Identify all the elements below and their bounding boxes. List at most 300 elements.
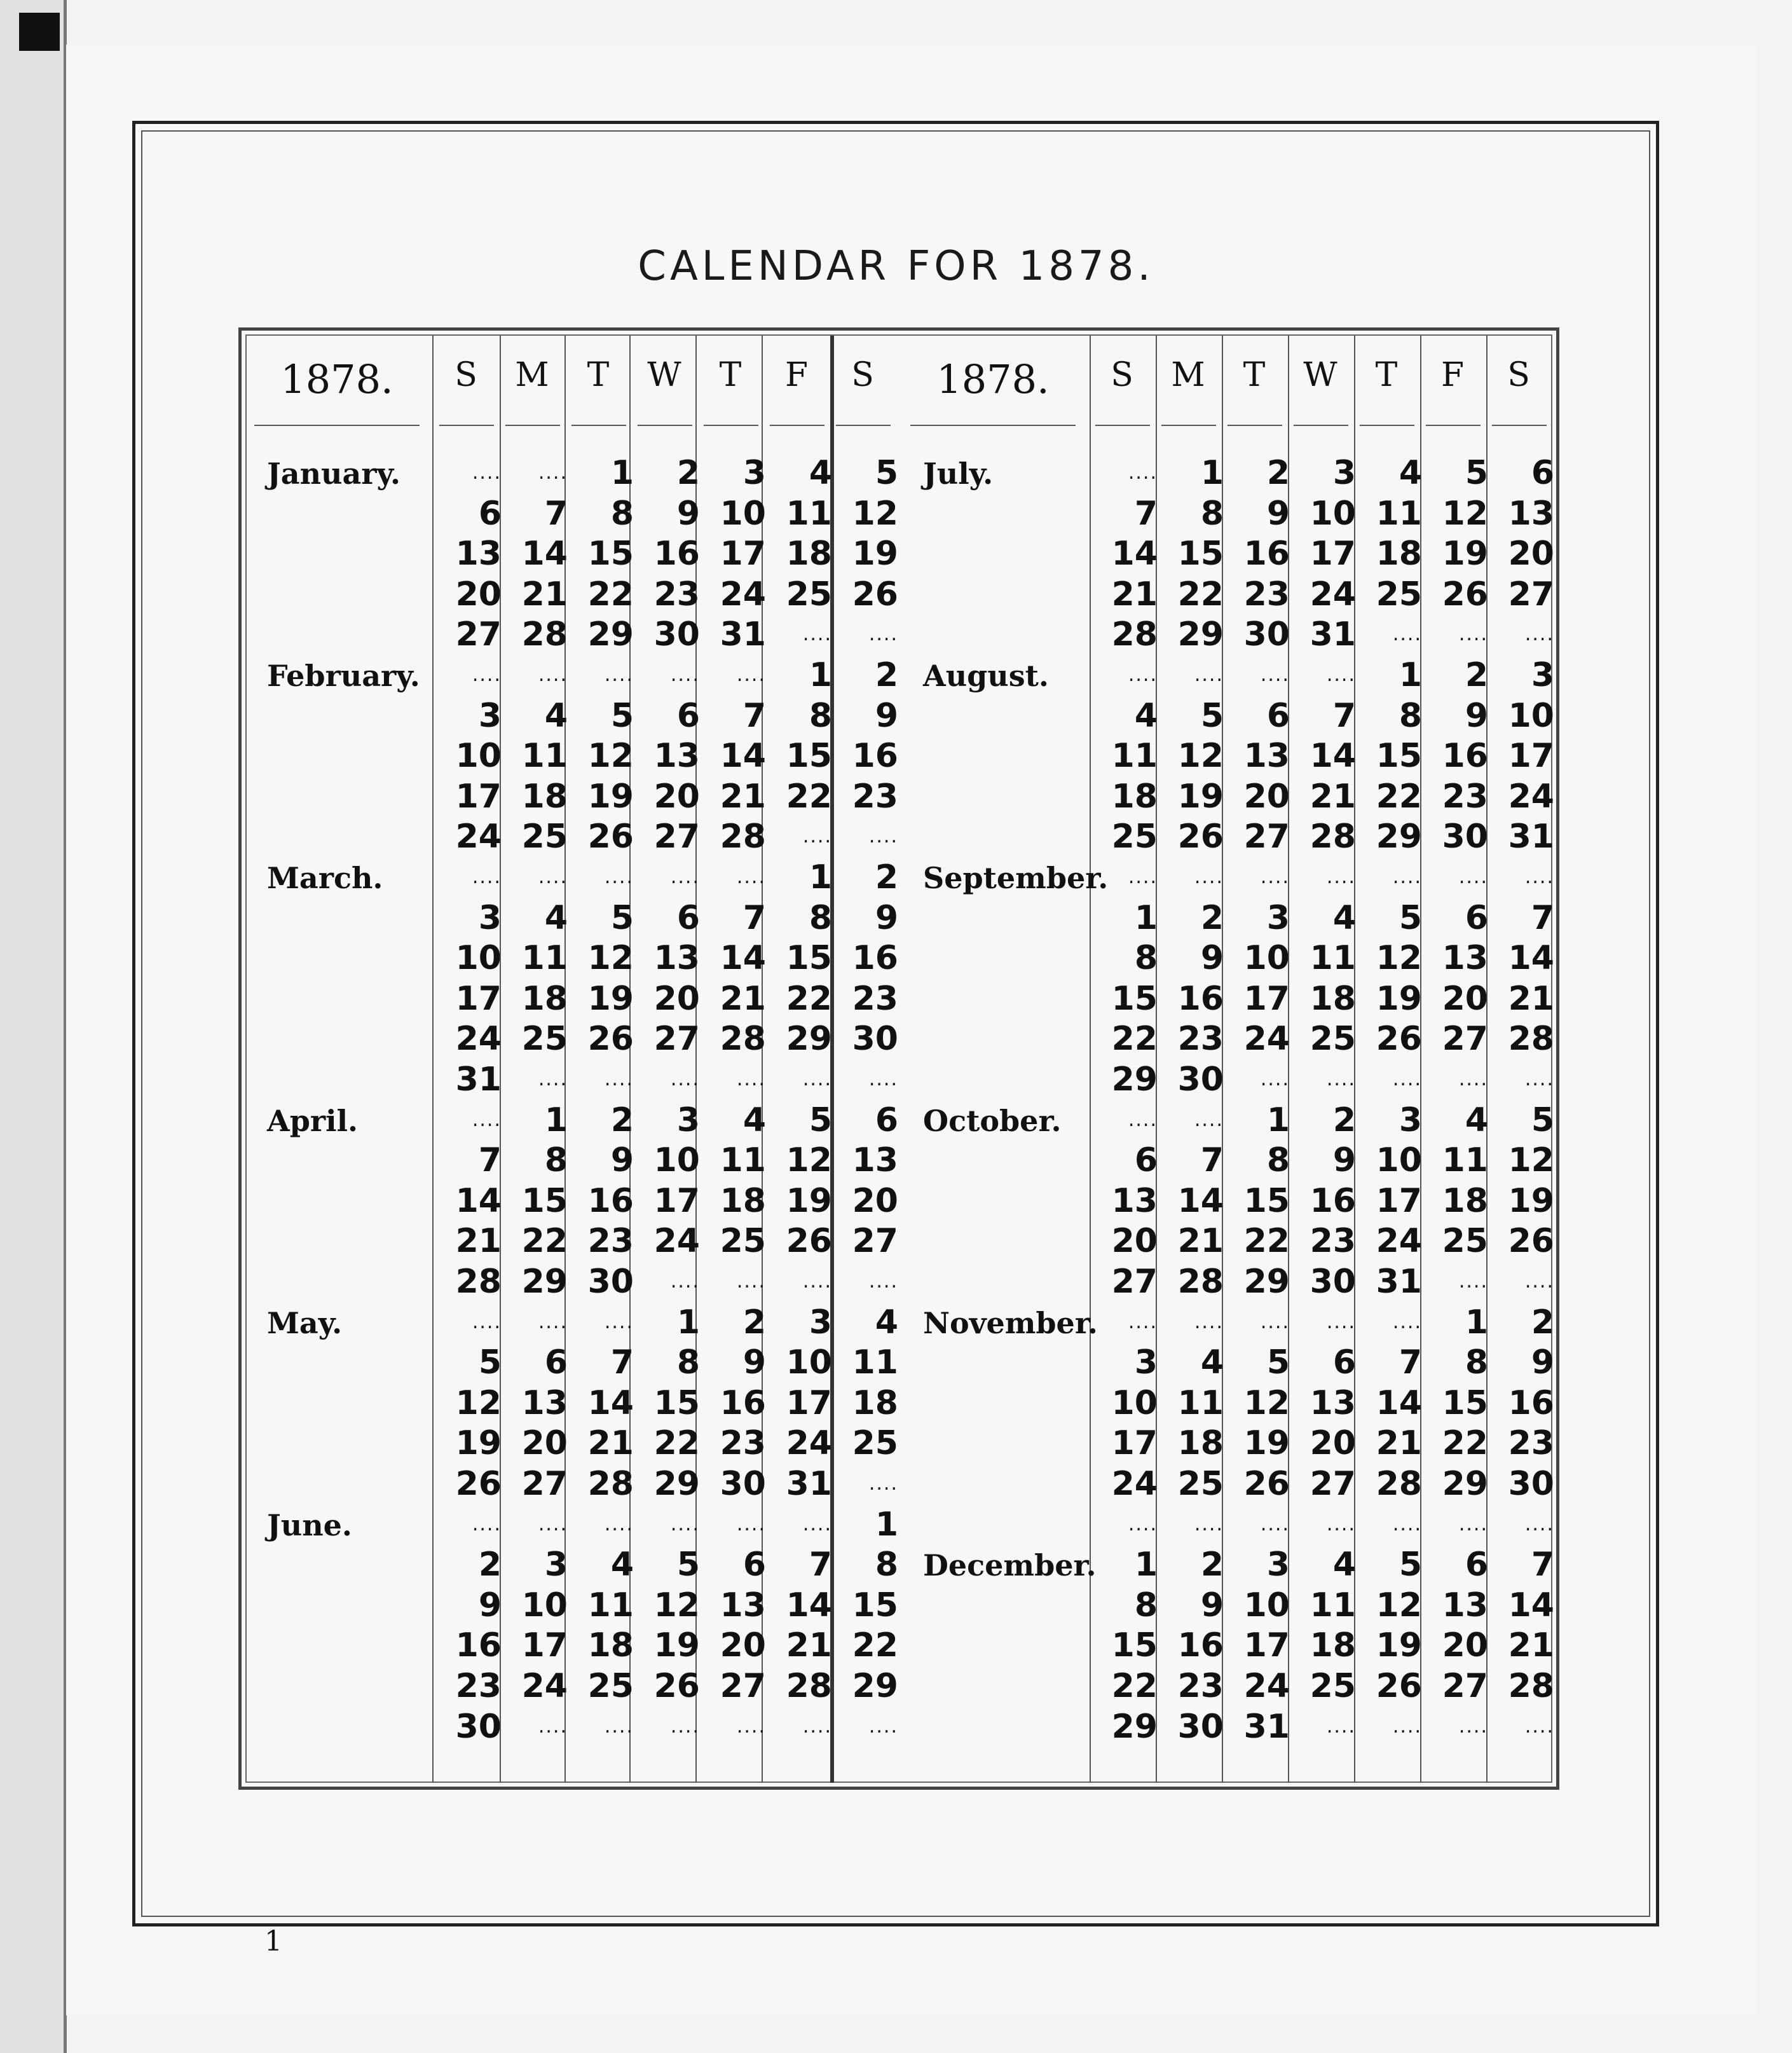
day-cell: 9 — [1531, 1343, 1554, 1382]
day-cell: 21 — [587, 1424, 634, 1463]
day-cell: 12 — [1508, 1141, 1554, 1180]
day-cell: 9 — [875, 898, 898, 937]
header-rule — [704, 425, 758, 426]
day-cell: 10 — [521, 1586, 568, 1624]
day-cell: 9 — [478, 1586, 502, 1624]
empty-day: .... — [868, 1473, 898, 1495]
empty-day: .... — [604, 866, 634, 888]
day-cell: 18 — [1177, 1424, 1224, 1463]
day-cell: 17 — [1310, 535, 1356, 573]
day-cell: 23 — [1442, 777, 1488, 816]
day-cell: 3 — [1266, 898, 1290, 937]
day-cell: 6 — [1531, 454, 1554, 492]
day-cell: 22 — [1177, 575, 1224, 614]
day-cell: 5 — [809, 1101, 832, 1139]
day-cell: 6 — [1332, 1343, 1356, 1382]
empty-day: .... — [736, 1270, 766, 1293]
day-cell: 18 — [587, 1626, 634, 1665]
day-cell: 2 — [875, 858, 898, 896]
day-cell: 19 — [587, 979, 634, 1018]
empty-day: .... — [1260, 1310, 1290, 1333]
day-cell: 23 — [653, 575, 700, 614]
day-cell: 23 — [720, 1424, 766, 1463]
day-cell: 8 — [1134, 939, 1158, 978]
day-cell: 13 — [1111, 1181, 1158, 1220]
day-cell: 4 — [742, 1101, 766, 1139]
month-label: June. — [267, 1507, 352, 1542]
empty-day: .... — [1194, 664, 1224, 686]
day-cell: 2 — [1531, 1303, 1554, 1342]
day-cell: 6 — [1134, 1141, 1158, 1180]
day-cell: 16 — [1442, 737, 1488, 776]
day-cell: 28 — [455, 1263, 502, 1301]
empty-day: .... — [868, 1715, 898, 1738]
day-cell: 12 — [1376, 939, 1422, 978]
day-cell: 8 — [809, 696, 832, 735]
day-cell: 8 — [1134, 1586, 1158, 1624]
header-rule — [770, 425, 824, 426]
day-cell: 22 — [1111, 1667, 1158, 1705]
day-cell: 4 — [1332, 1546, 1356, 1584]
day-cell: 27 — [1111, 1263, 1158, 1301]
day-cell: 26 — [1508, 1222, 1554, 1261]
day-cell: 3 — [1266, 1546, 1290, 1584]
day-cell: 6 — [544, 1343, 568, 1382]
day-cell: 13 — [653, 737, 700, 776]
day-cell: 3 — [544, 1546, 568, 1584]
day-cell: 12 — [786, 1141, 832, 1180]
day-cell: 20 — [653, 979, 700, 1018]
day-cell: 18 — [1376, 535, 1422, 573]
day-cell: 3 — [478, 898, 502, 937]
day-cell: 27 — [852, 1222, 898, 1261]
day-cell: 12 — [1243, 1384, 1290, 1422]
day-cell: 30 — [720, 1465, 766, 1503]
day-cell: 14 — [587, 1384, 634, 1422]
day-cell: 19 — [1376, 979, 1422, 1018]
day-header: S — [455, 356, 477, 394]
day-cell: 11 — [1442, 1141, 1488, 1180]
day-cell: 28 — [1111, 615, 1158, 654]
day-cell: 31 — [720, 615, 766, 654]
day-cell: 19 — [1177, 777, 1224, 816]
day-cell: 26 — [786, 1222, 832, 1261]
day-cell: 20 — [1442, 1626, 1488, 1665]
day-cell: 11 — [786, 494, 832, 533]
empty-day: .... — [670, 1270, 700, 1293]
day-cell: 27 — [653, 1020, 700, 1059]
day-cell: 12 — [455, 1384, 502, 1422]
day-cell: 31 — [1508, 818, 1554, 856]
day-cell: 27 — [1442, 1020, 1488, 1059]
empty-day: .... — [472, 664, 502, 686]
day-cell: 20 — [455, 575, 502, 614]
day-cell: 28 — [1310, 818, 1356, 856]
empty-day: .... — [736, 866, 766, 888]
day-cell: 29 — [1111, 1707, 1158, 1746]
empty-day: .... — [1458, 866, 1488, 888]
day-cell: 25 — [852, 1424, 898, 1463]
day-cell: 20 — [720, 1626, 766, 1665]
day-cell: 8 — [1465, 1343, 1488, 1382]
empty-day: .... — [538, 1310, 568, 1333]
day-cell: 30 — [1310, 1263, 1356, 1301]
day-cell: 20 — [1243, 777, 1290, 816]
day-cell: 9 — [875, 696, 898, 735]
day-cell: 11 — [1111, 737, 1158, 776]
empty-day: .... — [1392, 1068, 1422, 1090]
day-cell: 23 — [852, 979, 898, 1018]
empty-day: .... — [1458, 1715, 1488, 1738]
day-cell: 19 — [455, 1424, 502, 1463]
day-cell: 7 — [1134, 494, 1158, 533]
day-cell: 9 — [1465, 696, 1488, 735]
day-cell: 3 — [1531, 656, 1554, 694]
day-cell: 6 — [742, 1546, 766, 1584]
day-cell: 14 — [455, 1181, 502, 1220]
day-cell: 24 — [653, 1222, 700, 1261]
day-cell: 17 — [1111, 1424, 1158, 1463]
day-cell: 19 — [1508, 1181, 1554, 1220]
day-cell: 17 — [720, 535, 766, 573]
day-cell: 17 — [786, 1384, 832, 1422]
day-cell: 26 — [1243, 1465, 1290, 1503]
day-cell: 15 — [587, 535, 634, 573]
day-cell: 17 — [455, 979, 502, 1018]
day-cell: 11 — [1177, 1384, 1224, 1422]
empty-day: .... — [1392, 866, 1422, 888]
day-cell: 4 — [1332, 898, 1356, 937]
day-cell: 19 — [1442, 535, 1488, 573]
day-cell: 1 — [610, 454, 634, 492]
empty-day: .... — [868, 825, 898, 848]
day-cell: 6 — [1465, 1546, 1488, 1584]
day-cell: 22 — [521, 1222, 568, 1261]
day-cell: 14 — [786, 1586, 832, 1624]
empty-day: .... — [604, 1715, 634, 1738]
day-cell: 24 — [1243, 1667, 1290, 1705]
day-cell: 23 — [1508, 1424, 1554, 1463]
day-cell: 12 — [587, 737, 634, 776]
day-cell: 23 — [587, 1222, 634, 1261]
day-cell: 1 — [1266, 1101, 1290, 1139]
day-cell: 1 — [1134, 898, 1158, 937]
day-cell: 25 — [1376, 575, 1422, 614]
day-cell: 15 — [653, 1384, 700, 1422]
month-label: December. — [923, 1548, 1097, 1583]
day-cell: 5 — [478, 1343, 502, 1382]
empty-day: .... — [1260, 664, 1290, 686]
day-cell: 31 — [455, 1061, 502, 1099]
day-cell: 13 — [455, 535, 502, 573]
day-cell: 28 — [1376, 1465, 1422, 1503]
day-cell: 4 — [1465, 1101, 1488, 1139]
empty-day: .... — [1524, 1513, 1554, 1535]
day-cell: 13 — [1508, 494, 1554, 533]
day-cell: 17 — [1376, 1181, 1422, 1220]
day-cell: 24 — [786, 1424, 832, 1463]
day-cell: 26 — [455, 1465, 502, 1503]
month-label: September. — [923, 861, 1109, 895]
day-cell: 25 — [720, 1222, 766, 1261]
empty-day: .... — [736, 1513, 766, 1535]
day-cell: 16 — [1508, 1384, 1554, 1422]
day-cell: 9 — [742, 1343, 766, 1382]
day-cell: 21 — [1111, 575, 1158, 614]
empty-day: .... — [802, 825, 832, 848]
day-cell: 8 — [610, 494, 634, 533]
day-cell: 5 — [610, 898, 634, 937]
day-cell: 25 — [1111, 818, 1158, 856]
header-rule — [836, 425, 891, 426]
empty-day: .... — [1458, 1068, 1488, 1090]
day-cell: 8 — [676, 1343, 700, 1382]
empty-day: .... — [1128, 1513, 1158, 1535]
day-cell: 15 — [1442, 1384, 1488, 1422]
day-cell: 15 — [521, 1181, 568, 1220]
empty-day: .... — [1392, 623, 1422, 646]
header-rule — [1426, 425, 1481, 426]
day-cell: 30 — [1177, 1707, 1224, 1746]
day-cell: 15 — [852, 1586, 898, 1624]
empty-day: .... — [604, 1513, 634, 1535]
day-cell: 30 — [1243, 615, 1290, 654]
day-cell: 26 — [587, 1020, 634, 1059]
empty-day: .... — [538, 866, 568, 888]
day-cell: 15 — [1376, 737, 1422, 776]
day-cell: 6 — [1266, 696, 1290, 735]
empty-day: .... — [472, 1108, 502, 1131]
day-cell: 10 — [455, 737, 502, 776]
day-cell: 1 — [809, 858, 832, 896]
day-cell: 28 — [1508, 1020, 1554, 1059]
day-cell: 9 — [1266, 494, 1290, 533]
column-divider — [432, 336, 434, 1783]
day-header: T — [587, 356, 610, 394]
day-cell: 9 — [1332, 1141, 1356, 1180]
day-cell: 23 — [1310, 1222, 1356, 1261]
day-cell: 19 — [653, 1626, 700, 1665]
empty-day: .... — [1326, 866, 1356, 888]
empty-day: .... — [670, 1513, 700, 1535]
day-cell: 23 — [852, 777, 898, 816]
day-cell: 3 — [676, 1101, 700, 1139]
day-cell: 7 — [544, 494, 568, 533]
day-cell: 5 — [1531, 1101, 1554, 1139]
day-cell: 11 — [521, 939, 568, 978]
day-cell: 16 — [1243, 535, 1290, 573]
empty-day: .... — [868, 1270, 898, 1293]
day-cell: 11 — [852, 1343, 898, 1382]
day-cell: 1 — [1134, 1546, 1158, 1584]
header-rule — [254, 425, 420, 426]
day-cell: 8 — [544, 1141, 568, 1180]
empty-day: .... — [1524, 1068, 1554, 1090]
day-cell: 14 — [1508, 1586, 1554, 1624]
day-cell: 5 — [676, 1546, 700, 1584]
day-cell: 29 — [1376, 818, 1422, 856]
day-cell: 4 — [1200, 1343, 1224, 1382]
day-cell: 29 — [1442, 1465, 1488, 1503]
day-cell: 21 — [1508, 979, 1554, 1018]
day-cell: 26 — [852, 575, 898, 614]
day-cell: 4 — [544, 696, 568, 735]
day-cell: 17 — [455, 777, 502, 816]
day-cell: 25 — [521, 818, 568, 856]
empty-day: .... — [802, 1715, 832, 1738]
empty-day: .... — [1392, 1513, 1422, 1535]
day-cell: 28 — [786, 1667, 832, 1705]
day-cell: 27 — [653, 818, 700, 856]
day-cell: 13 — [720, 1586, 766, 1624]
year-header: 1878. — [936, 356, 1050, 402]
empty-day: .... — [1458, 1513, 1488, 1535]
day-cell: 5 — [1266, 1343, 1290, 1382]
header-rule — [1360, 425, 1414, 426]
day-cell: 26 — [653, 1667, 700, 1705]
day-cell: 29 — [852, 1667, 898, 1705]
day-cell: 16 — [455, 1626, 502, 1665]
day-cell: 22 — [1376, 777, 1422, 816]
day-cell: 16 — [1177, 979, 1224, 1018]
empty-day: .... — [868, 623, 898, 646]
day-cell: 28 — [521, 615, 568, 654]
day-cell: 4 — [875, 1303, 898, 1342]
day-cell: 15 — [1177, 535, 1224, 573]
empty-day: .... — [1326, 664, 1356, 686]
day-cell: 8 — [1399, 696, 1422, 735]
day-cell: 15 — [1243, 1181, 1290, 1220]
day-cell: 7 — [1531, 1546, 1554, 1584]
empty-day: .... — [604, 1310, 634, 1333]
day-cell: 2 — [478, 1546, 502, 1584]
day-cell: 10 — [653, 1141, 700, 1180]
day-cell: 24 — [1376, 1222, 1422, 1261]
day-cell: 8 — [875, 1546, 898, 1584]
day-cell: 14 — [1177, 1181, 1224, 1220]
day-cell: 13 — [1442, 1586, 1488, 1624]
day-cell: 21 — [720, 777, 766, 816]
month-label: April. — [267, 1103, 359, 1138]
day-header: T — [1375, 356, 1398, 394]
header-rule — [1228, 425, 1282, 426]
day-cell: 18 — [1310, 1626, 1356, 1665]
day-cell: 19 — [587, 777, 634, 816]
empty-day: .... — [736, 1715, 766, 1738]
day-cell: 25 — [1310, 1667, 1356, 1705]
day-cell: 21 — [1177, 1222, 1224, 1261]
empty-day: .... — [538, 1513, 568, 1535]
day-cell: 26 — [587, 818, 634, 856]
day-cell: 13 — [653, 939, 700, 978]
day-cell: 1 — [1465, 1303, 1488, 1342]
empty-day: .... — [538, 462, 568, 484]
empty-day: .... — [472, 1310, 502, 1333]
day-cell: 7 — [1200, 1141, 1224, 1180]
header-rule — [505, 425, 560, 426]
empty-day: .... — [1458, 1270, 1488, 1293]
empty-day: .... — [538, 1715, 568, 1738]
day-cell: 2 — [1266, 454, 1290, 492]
empty-day: .... — [1260, 866, 1290, 888]
day-cell: 28 — [587, 1465, 634, 1503]
page-title: CALENDAR FOR 1878. — [638, 243, 1154, 290]
header-rule — [1161, 425, 1216, 426]
day-header: F — [784, 356, 809, 394]
day-cell: 25 — [521, 1020, 568, 1059]
day-cell: 6 — [1465, 898, 1488, 937]
day-cell: 23 — [455, 1667, 502, 1705]
day-cell: 13 — [1243, 737, 1290, 776]
month-label: May. — [267, 1305, 343, 1340]
day-cell: 31 — [1376, 1263, 1422, 1301]
day-cell: 26 — [1376, 1020, 1422, 1059]
day-header: M — [515, 356, 549, 394]
day-cell: 16 — [852, 939, 898, 978]
day-cell: 2 — [1200, 898, 1224, 937]
day-cell: 27 — [1508, 575, 1554, 614]
empty-day: .... — [1326, 1715, 1356, 1738]
empty-day: .... — [1524, 623, 1554, 646]
day-cell: 18 — [1310, 979, 1356, 1018]
day-cell: 12 — [852, 494, 898, 533]
day-cell: 12 — [1177, 737, 1224, 776]
day-cell: 24 — [455, 818, 502, 856]
day-cell: 22 — [1442, 1424, 1488, 1463]
header-rule — [439, 425, 494, 426]
day-cell: 23 — [1243, 575, 1290, 614]
day-cell: 6 — [478, 494, 502, 533]
empty-day: .... — [1128, 664, 1158, 686]
day-cell: 13 — [1442, 939, 1488, 978]
day-cell: 23 — [1177, 1667, 1224, 1705]
day-cell: 14 — [1111, 535, 1158, 573]
day-cell: 10 — [1508, 696, 1554, 735]
day-cell: 9 — [676, 494, 700, 533]
day-cell: 21 — [1376, 1424, 1422, 1463]
day-cell: 26 — [1376, 1667, 1422, 1705]
book-spine — [0, 0, 67, 2053]
day-header: S — [1111, 356, 1133, 394]
header-rule — [1095, 425, 1150, 426]
day-cell: 22 — [786, 777, 832, 816]
day-cell: 27 — [1442, 1667, 1488, 1705]
day-cell: 7 — [1531, 898, 1554, 937]
day-cell: 17 — [1243, 979, 1290, 1018]
empty-day: .... — [472, 1513, 502, 1535]
day-cell: 22 — [852, 1626, 898, 1665]
day-cell: 11 — [587, 1586, 634, 1624]
day-cell: 29 — [587, 615, 634, 654]
day-cell: 16 — [720, 1384, 766, 1422]
day-cell: 31 — [1310, 615, 1356, 654]
day-cell: 31 — [786, 1465, 832, 1503]
empty-day: .... — [1194, 1310, 1224, 1333]
day-cell: 29 — [786, 1020, 832, 1059]
day-cell: 11 — [1310, 939, 1356, 978]
empty-day: .... — [472, 866, 502, 888]
day-cell: 19 — [786, 1181, 832, 1220]
day-cell: 24 — [455, 1020, 502, 1059]
empty-day: .... — [1128, 462, 1158, 484]
day-cell: 17 — [653, 1181, 700, 1220]
day-cell: 3 — [809, 1303, 832, 1342]
month-label: March. — [267, 861, 383, 895]
day-cell: 1 — [1200, 454, 1224, 492]
empty-day: .... — [1194, 1513, 1224, 1535]
day-cell: 4 — [1134, 696, 1158, 735]
day-header: T — [1243, 356, 1266, 394]
